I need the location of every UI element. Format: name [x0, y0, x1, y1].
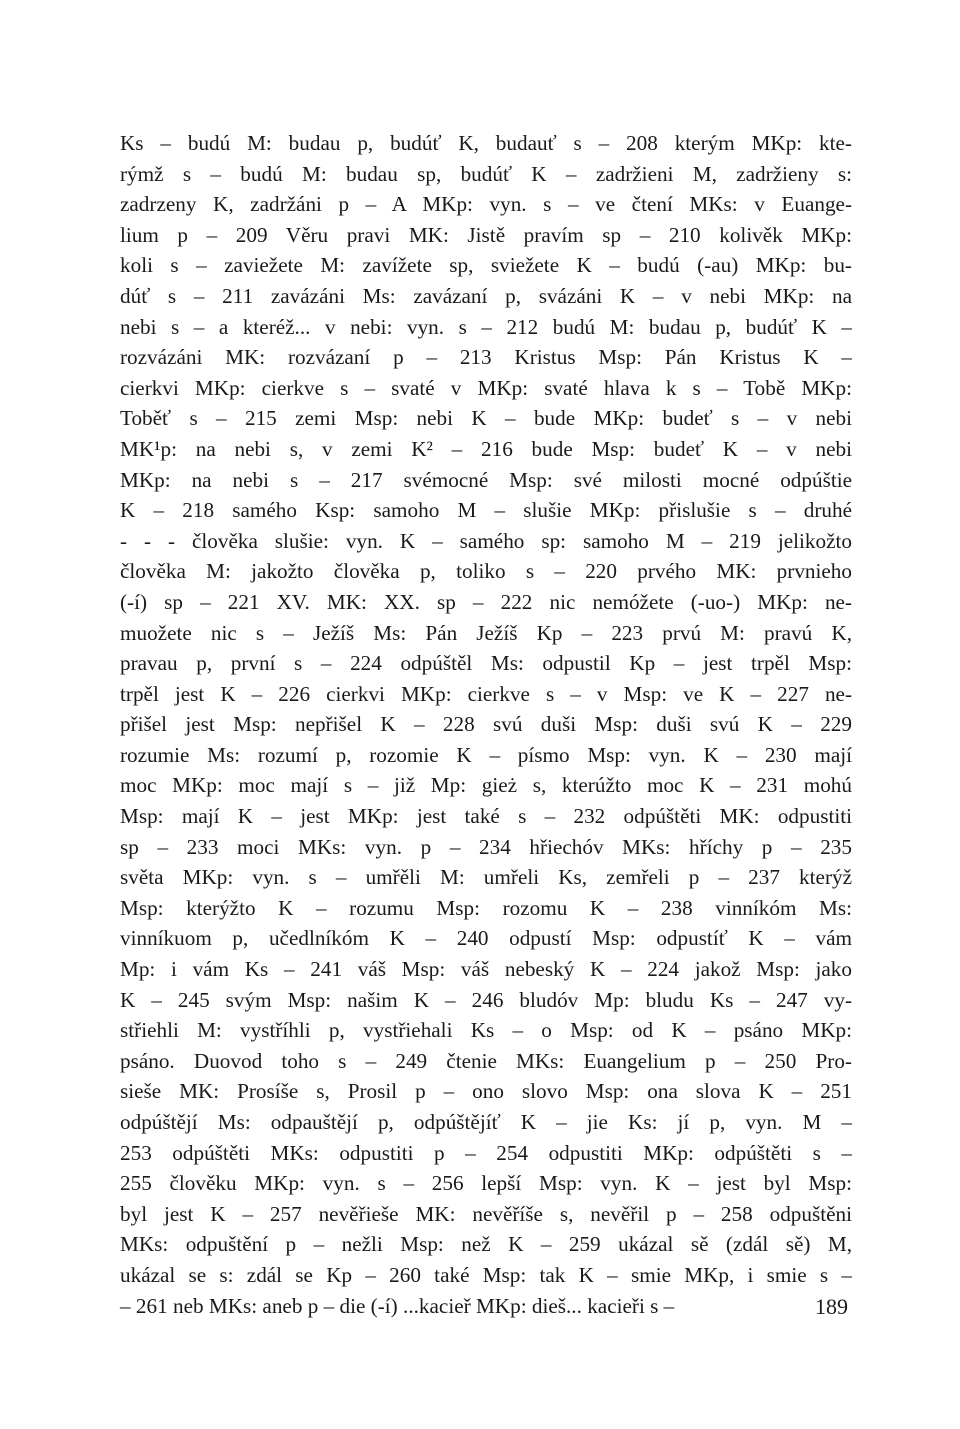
text-line: MK¹p: na nebi s, v zemi K² – 216 bude Msp: budeť K – v nebi	[120, 436, 852, 461]
text-line: MKs: odpuštění p – nežli Msp: než K – 259 ukázal sě (zdál sě) M,	[120, 1232, 852, 1257]
text-line: K – 218 samého Ksp: samoho M – slušie MKp: přislušie s – druhé	[120, 498, 852, 523]
text-line: moc MKp: moc mají s – již Mp: gież s, kterúžto moc K – 231 mohú	[120, 773, 852, 798]
text-line: rozumie Ms: rozumí p, rozomie K – písmo Msp: vyn. K – 230 mají	[120, 742, 852, 767]
text-line: cierkvi MKp: cierkve s – svaté v MKp: svaté hlava k s – Tobě MKp:	[120, 375, 852, 400]
text-line: člověka M: jakožto člověka p, toliko s – 220 prvého MK: prvnieho	[120, 559, 852, 584]
text-line: Msp: mají K – jest MKp: jest také s – 232 odpúštěti MK: odpustiti	[120, 804, 852, 829]
page-number: 189	[815, 1294, 848, 1319]
text-line: Ks – budú M: budau p, budúť K, budauť s – 208 kterým MKp: kte-	[120, 131, 852, 155]
text-line: nebi s – a kteréž... v nebi: vyn. s – 212 budú M: budau p, budúť K –	[120, 314, 852, 339]
text-line: pravau p, první s – 224 odpúštěl Ms: odpustil Kp – jest trpěl Msp:	[120, 651, 852, 676]
text-line: psáno. Duovod toho s – 249 čtenie MKs: Euangelium p – 250 Pro-	[120, 1048, 852, 1073]
text-line: světa MKp: vyn. s – umřěli M: umřeli Ks, zemřeli p – 237 kterýž	[120, 865, 852, 890]
text-line: K – 245 svým Msp: našim K – 246 bludóv Mp: bludu Ks – 247 vy-	[120, 987, 852, 1012]
text-line: - - - člověka slušie: vyn. K – samého sp: samoho M – 219 jelikožto	[120, 528, 852, 553]
text-line: 255 člověku MKp: vyn. s – 256 lepší Msp: vyn. K – jest byl Msp:	[120, 1171, 852, 1196]
text-line: trpěl jest K – 226 cierkvi MKp: cierkve s – v Msp: ve K – 227 ne-	[120, 681, 852, 706]
text-line: Toběť s – 215 zemi Msp: nebi K – bude MKp: budeť s – v nebi	[120, 406, 852, 431]
text-line: koli s – zaviežete M: zavížete sp, sviežete K – budú (-au) MKp: bu-	[120, 253, 852, 278]
text-line: muožete nic s – Ježíš Ms: Pán Ježíš Kp – 223 prvú M: pravú K,	[120, 620, 852, 645]
text-line: vinníkuom p, učedlníkóm K – 240 odpustí Msp: odpustíť K – vám	[120, 926, 852, 951]
text-line: lium p – 209 Věru pravi MK: Jistě pravím sp – 210 kolivěk MKp:	[120, 222, 852, 247]
text-line: Mp: i vám Ks – 241 váš Msp: váš nebeský K – 224 jakož Msp: jako	[120, 957, 852, 982]
text-line: střiehli M: vystříhli p, vystřiehali Ks – o Msp: od K – psáno MKp:	[120, 1018, 852, 1043]
text-line: ukázal se s: zdál se Kp – 260 také Msp: tak K – smie MKp, i smie s –	[120, 1262, 852, 1287]
text-line: Msp: kterýžto K – rozumu Msp: rozomu K – 238 vinníkóm Ms:	[120, 895, 852, 920]
text-line: sp – 233 moci MKs: vyn. p – 234 hřiechóv MKs: hříchy p – 235	[120, 834, 852, 859]
text-line: rozvázáni MK: rozvázaní p – 213 Kristus Msp: Pán Kristus K –	[120, 345, 852, 370]
text-line: odpúštějí Ms: odpauštějí p, odpúštějíť K – jie Ks: jí p, vyn. M –	[120, 1110, 852, 1134]
text-line: byl jest K – 257 nevěřieše MK: nevěříše s, nevěřil p – 258 odpuštěni	[120, 1201, 852, 1226]
text-body	[120, 128, 852, 1321]
text-line: zadrzeny K, zadržáni p – A MKp: vyn. s – ve čtení MKs: v Euange-	[120, 192, 852, 217]
text-line: (-í) sp – 221 XV. MK: XX. sp – 222 nic nemóžete (-uo-) MKp: ne-	[120, 589, 852, 614]
text-line: sieše MK: Prosíše s, Prosil p – ono slovo Msp: ona slova K – 251	[120, 1079, 852, 1104]
text-line: – 261 neb MKs: aneb p – die (-í) ...kacieř MKp: dieš... kacieři s –	[120, 1293, 675, 1318]
text-line: 253 odpúštěti MKs: odpustiti p – 254 odpustiti MKp: odpúštěti s –	[120, 1140, 852, 1165]
text-line: přišel jest Msp: nepřišel K – 228 svú duši Msp: duši svú K – 229	[120, 712, 852, 737]
text-line: MKp: na nebi s – 217 svémocné Msp: své milosti mocné odpúštie	[120, 467, 852, 492]
text-line: dúť s – 211 zavázáni Ms: zavázaní p, svázáni K – v nebi MKp: na	[120, 283, 852, 308]
text-line: rýmž s – budú M: budau sp, budúť K – zadržieni M, zadržieny s:	[120, 161, 852, 186]
